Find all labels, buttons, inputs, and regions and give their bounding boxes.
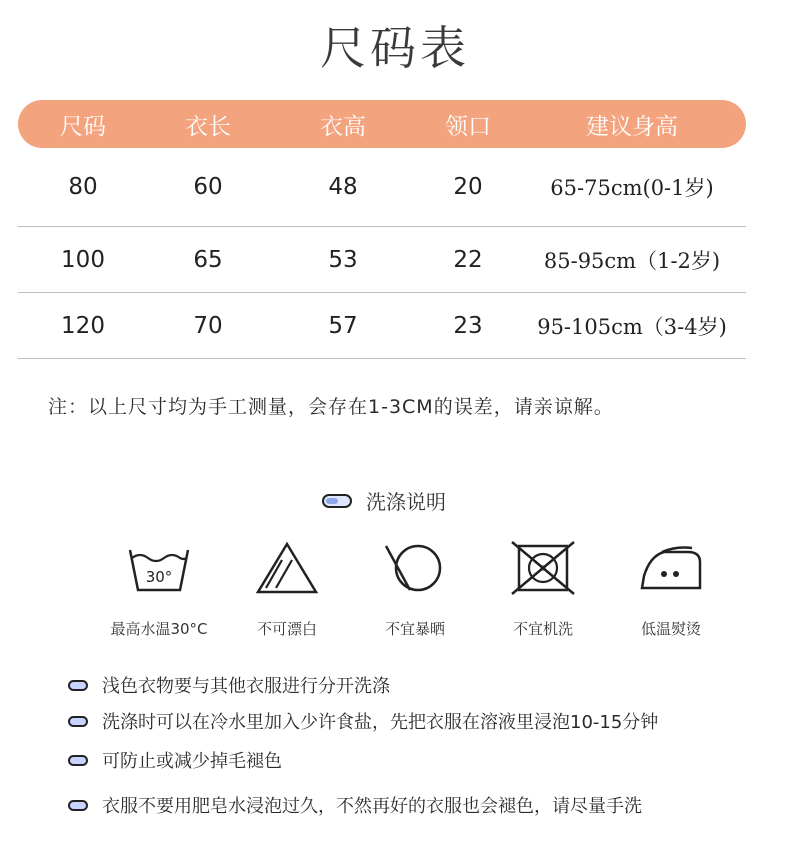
header-size: 尺码 <box>60 113 106 140</box>
tip-text: 可防止或减少掉毛褪色 <box>102 751 282 772</box>
care-item <box>607 538 735 639</box>
cell-collar: 22 <box>453 246 483 273</box>
care-item <box>479 538 607 639</box>
table-row <box>18 293 746 359</box>
size-table <box>18 100 746 359</box>
tip-text: 浅色衣物要与其他衣服进行分开洗涤 <box>102 676 390 697</box>
header-length: 衣长 <box>185 113 231 140</box>
wash-section-heading <box>322 486 446 515</box>
care-label: 低温熨烫 <box>640 620 701 638</box>
no-sun-dry-icon <box>380 538 450 598</box>
cell-height: 53 <box>328 246 358 273</box>
list-item <box>68 706 658 736</box>
bullet-pill-icon <box>68 680 88 691</box>
no-bleach-icon <box>252 538 322 598</box>
cell-size: 120 <box>61 312 105 339</box>
pill-icon <box>322 494 352 508</box>
cell-recommended-height: 65-75cm(0-1岁) <box>550 176 714 200</box>
cell-length: 70 <box>193 312 223 339</box>
header-recommended-height: 建议身高 <box>586 113 678 140</box>
bullet-pill-icon <box>68 755 88 766</box>
no-machine-wash-icon <box>508 538 578 598</box>
list-item <box>68 670 390 700</box>
care-label: 最高水温30°C <box>110 620 208 638</box>
tip-text: 衣服不要用肥皂水浸泡过久，不然再好的衣服也会褪色，请尽量手洗 <box>102 796 642 817</box>
cell-collar: 20 <box>453 174 483 200</box>
cell-recommended-height: 85-95cm（1-2岁) <box>543 248 721 273</box>
care-label: 不宜暴晒 <box>384 620 445 638</box>
cell-size: 80 <box>68 174 98 200</box>
table-row <box>18 227 746 293</box>
wash-heading-text: 洗涤说明 <box>366 490 446 514</box>
page-title: 尺码表 <box>320 21 470 75</box>
list-item <box>68 790 642 820</box>
cell-collar: 23 <box>453 312 483 339</box>
tip-text: 洗涤时可以在冷水里加入少许食盐，先把衣服在溶液里浸泡10-15分钟 <box>102 712 659 733</box>
low-iron-icon <box>636 538 706 598</box>
table-header <box>18 100 746 148</box>
care-item <box>351 538 479 639</box>
care-label: 不可漂白 <box>256 620 317 638</box>
wash-30-icon <box>124 538 194 598</box>
bullet-pill-icon <box>68 800 88 811</box>
cell-height: 48 <box>328 174 358 200</box>
care-item <box>223 538 351 639</box>
header-collar: 领口 <box>445 113 491 140</box>
cell-length: 65 <box>193 246 223 273</box>
measurement-note: 注：以上尺寸均为手工测量，会存在1-3CM的误差，请亲谅解。 <box>48 396 614 418</box>
list-item <box>68 745 282 775</box>
cell-size: 100 <box>61 246 105 273</box>
cell-height: 57 <box>328 312 358 339</box>
bullet-pill-icon <box>68 716 88 727</box>
care-icons-row <box>95 538 735 639</box>
care-label: 不宜机洗 <box>512 620 573 638</box>
wash-temp-text: 30° <box>145 568 173 586</box>
header-height: 衣高 <box>320 113 366 140</box>
cell-length: 60 <box>193 174 223 200</box>
care-item <box>95 538 223 639</box>
table-row <box>18 148 746 227</box>
cell-recommended-height: 95-105cm（3-4岁) <box>537 314 727 339</box>
